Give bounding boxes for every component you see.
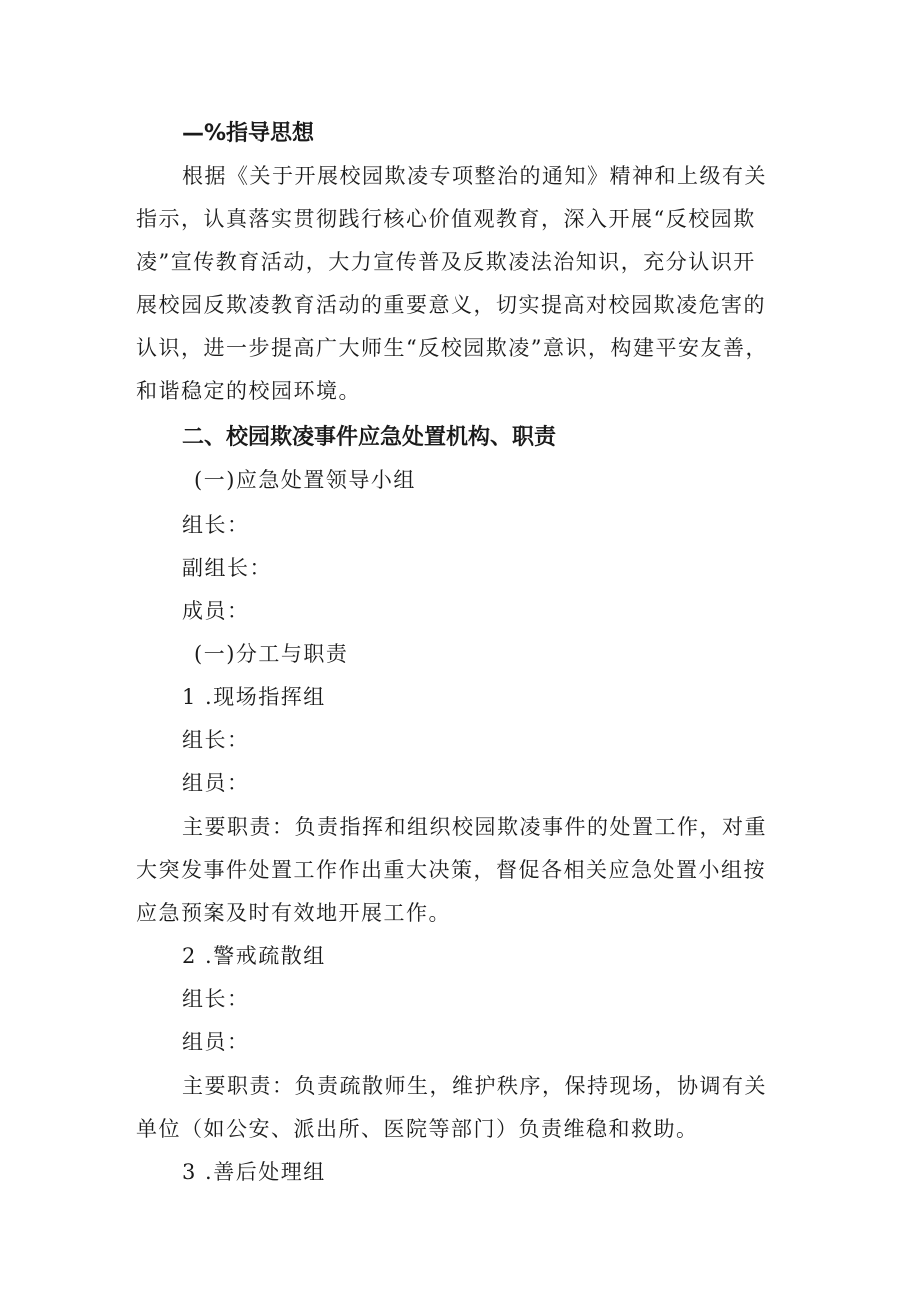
group1-leader-label: 组长： [182, 728, 250, 752]
group2-duty-line: 单位（如公安、派出所、医院等部门）负责维稳和救助。 [136, 1117, 699, 1141]
group-title-onsite-command: 1 .现场指挥组 [182, 685, 326, 709]
group2-leader-label: 组长： [182, 987, 250, 1011]
paragraph-line: 凌”宣传教育活动，大力宣传普及反欺凌法治知识，充分认识开 [136, 250, 756, 274]
paragraph-line: 认识，进一步提高广大师生“反校园欺凌”意识，构建平安友善， [136, 336, 768, 360]
leader-label: 组长： [182, 513, 250, 537]
group1-duty-line: 应急预案及时有效地开展工作。 [136, 901, 451, 925]
group-title-aftermath-handling: 3 .善后处理组 [182, 1160, 326, 1184]
paragraph-line: 指示，认真落实贯彻践行核心价值观教育，深入开展“反校园欺 [136, 207, 756, 231]
paragraph-line: 展校园反欺凌教育活动的重要意义，切实提高对校园欺凌危害的 [136, 293, 766, 317]
group1-duty-line: 主要职责：负责指挥和组织校园欺凌事件的处置工作，对重 [182, 815, 767, 839]
section-heading-emergency-organization [182, 416, 682, 459]
deputy-leader-label: 副组长： [182, 556, 272, 580]
group2-duty-line: 主要职责：负责疏散师生，维护秩序，保持现场，协调有关 [182, 1074, 767, 1098]
subheading-division-of-duties: (一)分工与职责 [194, 642, 349, 666]
group1-duty-line: 大突发事件处置工作作出重大决策，督促各相关应急处置小组按 [136, 858, 766, 882]
group-title-cordon-evacuation: 2 .警戒疏散组 [182, 944, 326, 968]
paragraph-line: 和谐稳定的校园环境。 [136, 379, 361, 403]
paragraph-line: 根据《关于开展校园欺凌专项整治的通知》精神和上级有关 [182, 164, 767, 188]
subheading-leadership-group: (一)应急处置领导小组 [194, 468, 416, 492]
group2-members-label: 组员： [182, 1030, 250, 1054]
heading-text: 二、校园欺凌事件应急处置机构、职责 [182, 425, 557, 450]
heading-text: —%指导思想 [182, 121, 315, 146]
section-heading-guiding-ideology [182, 112, 482, 155]
members-label: 成员： [182, 599, 250, 623]
group1-members-label: 组员： [182, 771, 250, 795]
